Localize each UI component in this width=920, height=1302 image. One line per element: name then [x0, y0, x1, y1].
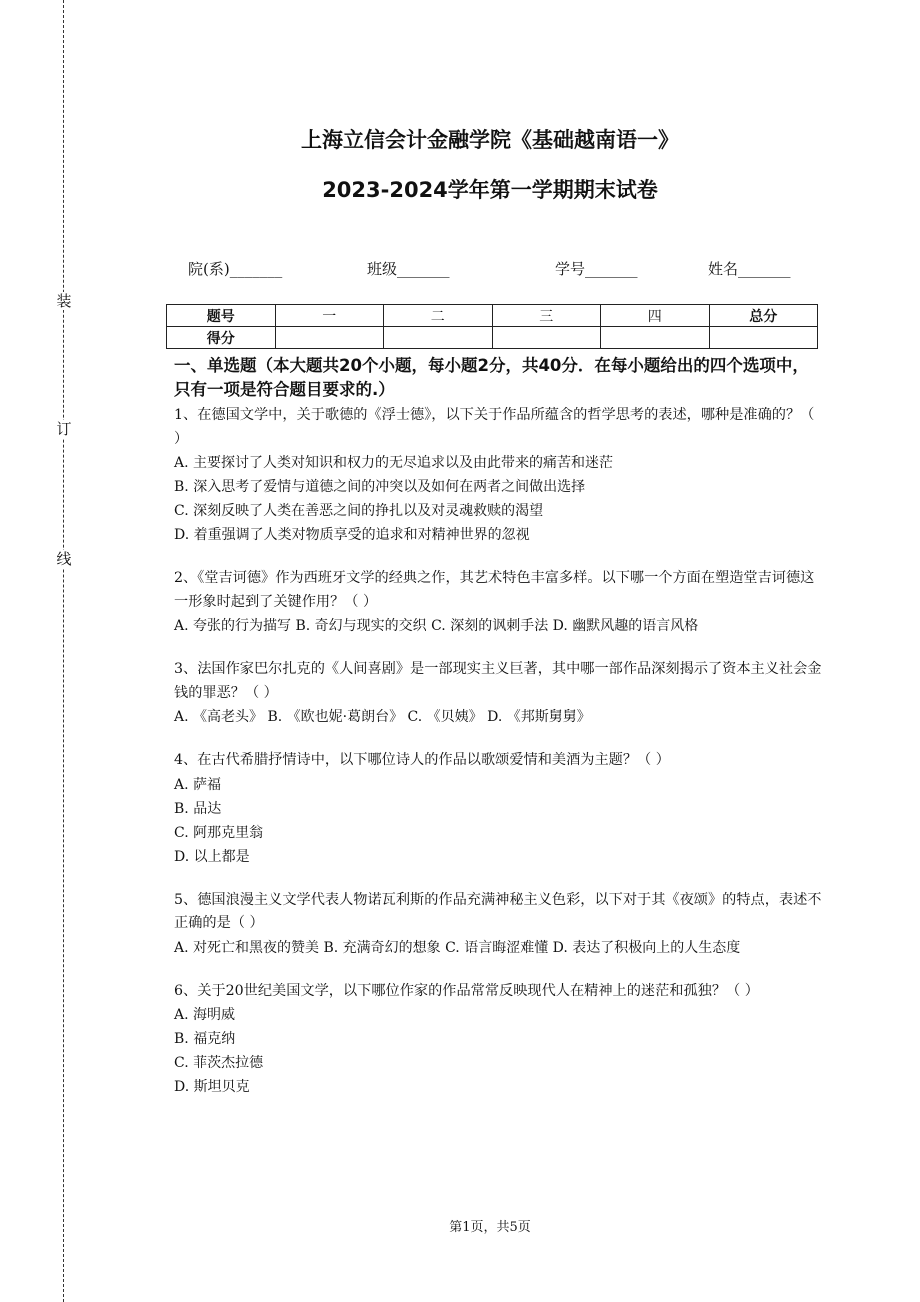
option-b: B. 深入思考了爱情与道德之间的冲突以及如何在两者之间做出选择	[174, 479, 586, 495]
column-header: 一	[275, 305, 384, 327]
binding-mark-ding: 订	[56, 420, 72, 438]
option-c: C. 阿那克里翁	[174, 824, 264, 841]
question-stem: 4、在古代希腊抒情诗中，以下哪位诗人的作品以歌颂爱情和美酒为主题？（ ）	[174, 752, 670, 768]
question-stem: 3、法国作家巴尔扎克的《人间喜剧》是一部现实主义巨著，其中哪一部作品深刻揭示了资本主义社会金钱的罪恶？（ ）	[174, 661, 822, 701]
score-cell	[709, 327, 818, 349]
option-a: A. 海明威	[174, 1007, 236, 1023]
score-table-header-row	[167, 305, 818, 327]
page-number: 第1页，共5页	[449, 1220, 531, 1235]
exam-title: 上海立信会计金融学院《基础越南语一》	[301, 128, 679, 152]
department-field: 院(系)_______	[188, 260, 283, 278]
student-id-field: 学号_______	[555, 260, 638, 278]
score-label: 得分	[167, 327, 276, 349]
column-header: 四	[601, 305, 710, 327]
option-c: C. 深刻反映了人类在善恶之间的挣扎以及对灵魂救赎的渴望	[174, 503, 544, 519]
name-field: 姓名_______	[708, 260, 791, 278]
question-number-label: 题号	[167, 305, 276, 327]
option-d: D. 以上都是	[174, 848, 250, 865]
score-cell	[601, 327, 710, 349]
option-b: B. 品达	[174, 800, 222, 817]
question-stem: 6、关于20世纪美国文学，以下哪位作家的作品常常反映现代人在精神上的迷茫和孤独？（ ）	[174, 982, 759, 999]
option-d: D. 着重强调了人类对物质享受的追求和对精神世界的忽视	[174, 527, 530, 543]
section-title: 一、单选题（本大题共20个小题，每小题2分，共40分．在每小题给出的四个选项中，只有一项是符合题目要求的.）	[174, 356, 809, 399]
column-header: 二	[384, 305, 493, 327]
column-header-total: 总分	[709, 305, 818, 327]
question-2	[174, 567, 824, 638]
option-b: B. 福克纳	[174, 1031, 236, 1047]
option-a: A. 主要探讨了人类对知识和权力的无尽追求以及由此带来的痛苦和迷茫	[174, 455, 614, 471]
score-cell	[492, 327, 601, 349]
exam-content	[174, 354, 824, 1119]
question-stem: 1、在德国文学中，关于歌德的《浮士德》，以下关于作品所蕴含的哲学思考的表述，哪种是准确的？（ ）	[174, 407, 815, 447]
binding-mark-xian: 线	[56, 550, 72, 568]
question-6	[174, 980, 824, 1100]
options-inline: A. 夸张的行为描写 B. 奇幻与现实的交织 C. 深刻的讽刺手法 D. 幽默风趣的语言风格	[174, 618, 699, 634]
score-table-score-row	[167, 327, 818, 349]
option-c: C. 菲茨杰拉德	[174, 1055, 264, 1071]
question-1	[174, 404, 824, 547]
question-5	[174, 889, 824, 960]
exam-subtitle: 2023-2024学年第一学期期末试卷	[322, 178, 658, 202]
score-cell	[384, 327, 493, 349]
score-table	[166, 304, 818, 349]
column-header: 三	[492, 305, 601, 327]
student-info-row	[0, 258, 920, 280]
score-cell	[275, 327, 384, 349]
question-3	[174, 658, 824, 729]
option-d: D. 斯坦贝克	[174, 1079, 250, 1095]
options-inline: A. 《高老头》 B. 《欧也妮·葛朗台》 C. 《贝姨》 D. 《邦斯舅舅》	[174, 709, 591, 725]
question-4	[174, 749, 824, 869]
option-a: A. 萨福	[174, 776, 222, 793]
question-stem: 5、德国浪漫主义文学代表人物诺瓦利斯的作品充满神秘主义色彩，以下对于其《夜颂》的特点，表述不正确的是（ ）	[174, 891, 822, 931]
binding-mark-zhuang: 装	[56, 292, 72, 310]
class-field: 班级_______	[367, 260, 450, 278]
options-inline: A. 对死亡和黑夜的赞美 B. 充满奇幻的想象 C. 语言晦涩难懂 D. 表达了积极向上的人生态度	[174, 939, 741, 956]
question-stem: 2、《堂吉诃德》作为西班牙文学的经典之作，其艺术特色丰富多样。以下哪一个方面在塑造堂吉诃德这一形象时起到了关键作用？（ ）	[174, 570, 815, 610]
